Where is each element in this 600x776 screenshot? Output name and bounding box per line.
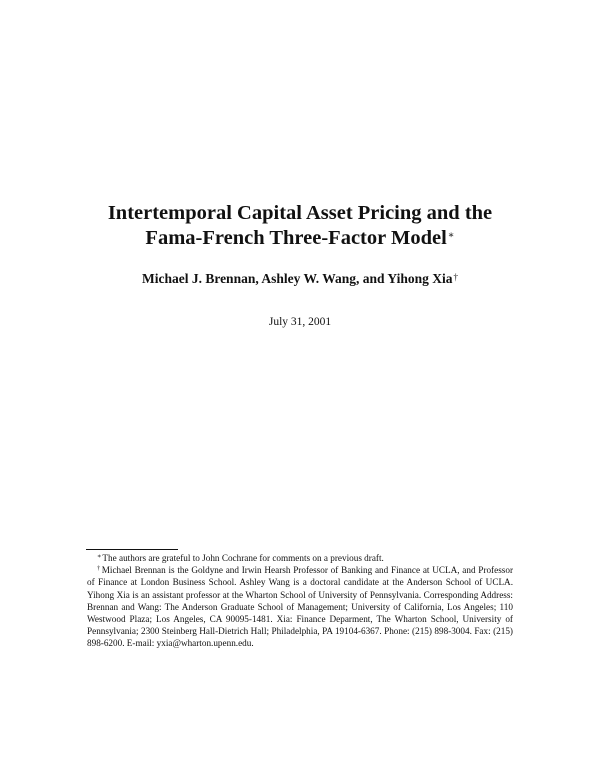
title-line-1: Intertemporal Capital Asset Pricing and the xyxy=(107,202,493,224)
title-line-2 xyxy=(60,226,540,251)
footnote-acknowledgement xyxy=(87,552,513,564)
title-footnote-mark: ∗ xyxy=(447,230,455,241)
footnote-text: Michael Brennan is the Goldyne and Irwin Hearsh Professor of Banking and Finance at UCLA, and Professor of Finance at London Business School. Ashley Wang is a doctoral candidate at the Anderson School of UCLA. Yihong Xia is an assistant professor at the Wharton School of University of Pennsylvania. Corresponding Address: Brennan and Wang: The Anderson Graduate School of Management; University of California, Los Angeles; 110 Westwood Plaza; Los Angeles, CA 90095-1481. Xia: Finance Deparment, The Wharton School, University of Pennsylvania; 2300 Steinberg Hall-Dietrich Hall; Philadelphia, PA 19104-6367. Phone: (215) 898-3004. Fax: (215) 898-6200. E-mail: yxia@wharton.upenn.edu. xyxy=(87,565,514,649)
footnote-separator xyxy=(86,549,178,550)
paper-title xyxy=(60,201,540,251)
author-footnote-mark: † xyxy=(453,272,459,282)
footnote-affiliations xyxy=(87,564,513,649)
footnote-mark: ∗ xyxy=(97,553,102,560)
author-list xyxy=(60,270,540,288)
title-line-2-text: Fama-French Three-Factor Model xyxy=(145,227,447,249)
footnote-text: The authors are grateful to John Cochrane for comments on a previous draft. xyxy=(102,553,384,563)
footnotes xyxy=(87,552,513,650)
paper-date: July 31, 2001 xyxy=(268,316,332,328)
author-names: Michael J. Brennan, Ashley W. Wang, and Yihong Xia xyxy=(141,271,453,286)
footnote-mark: † xyxy=(97,565,101,573)
